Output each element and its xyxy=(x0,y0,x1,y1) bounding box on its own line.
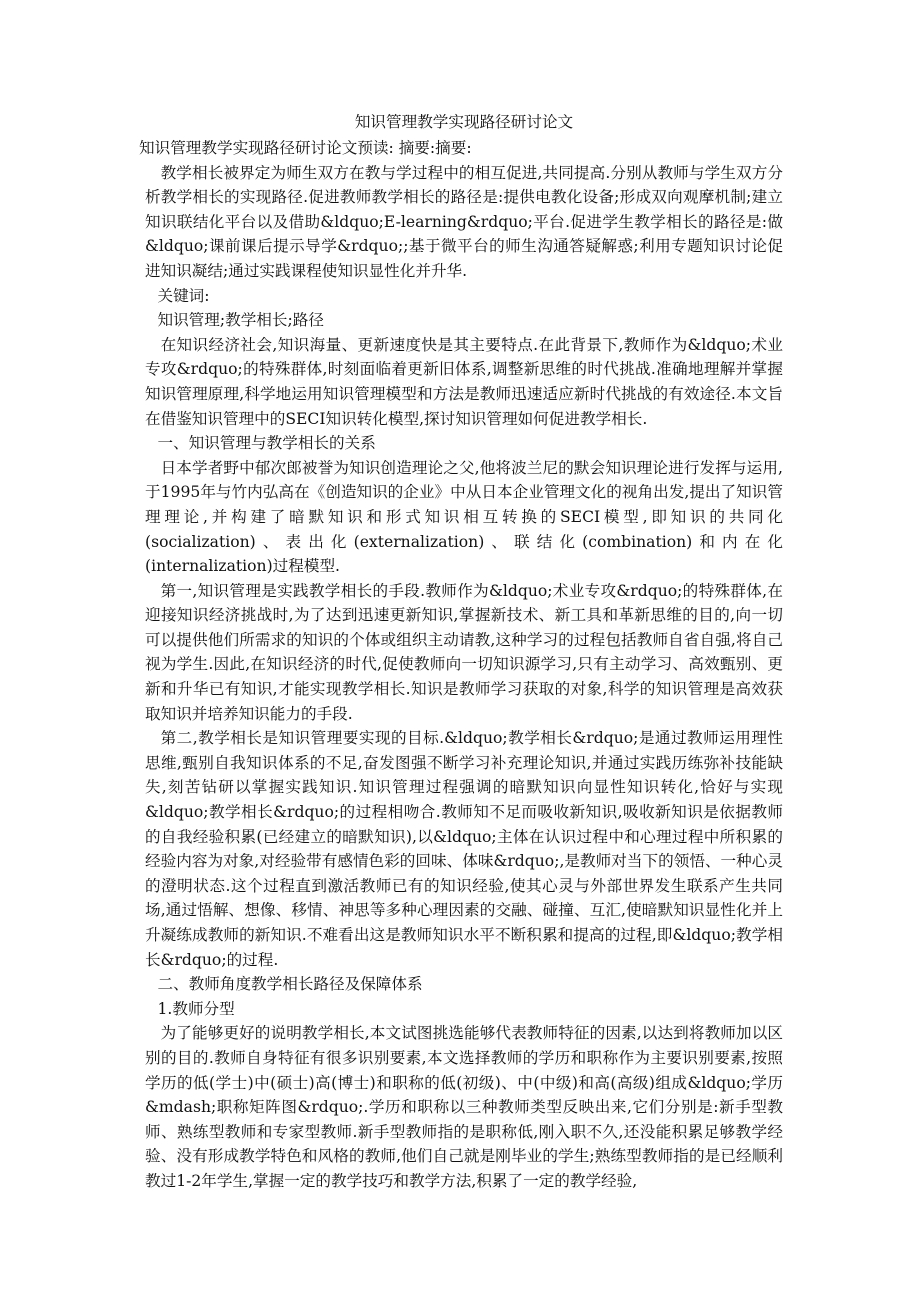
abstract-paragraph: 教学相长被界定为师生双方在教与学过程中的相互促进,共同提高.分别从教师与学生双方分析教学相长的实现路径.促进教师教学相长的路径是:提供电教化设备;形成双向观摩机制;建立知识联结化平台以及借助&ldquo;E-learning&rdquo;平台.促进学生教学相长的路径是:做&ldquo;课前课后提示导学&rdquo;;基于微平台的师生沟通答疑解惑;利用专题知识讨论促进知识凝结;通过实践课程使知识显性化并升华. xyxy=(145,163,783,280)
keywords-text: 知识管理;教学相长;路径 xyxy=(157,311,324,330)
section1-paragraph-1: 日本学者野中郁次郎被誉为知识创造理论之父,他将波兰尼的默会知识理论进行发挥与运用,于1995年与竹内弘高在《创造知识的企业》中从日本企业管理文化的视角出发,提出了知识管理理论,并构建了暗默知识和形式知识相互转换的SECI模型,即知识的共同化(socialization)、表出化(externalization)、联结化(combination)和内在化(internalization)过程模型. xyxy=(145,458,783,576)
keywords-label: 关键词: xyxy=(157,286,210,305)
intro-paragraph: 在知识经济社会,知识海量、更新速度快是其主要特点.在此背景下,教师作为&ldquo;术业专攻&rdquo;的特殊群体,时刻面临着更新旧体系,调整新思维的时代挑战.准确地理解并掌握知识管理原理,科学地运用知识管理模型和方法是教师迅速适应新时代挑战的有效途径.本文旨在借鉴知识管理中的SECI知识转化模型,探讨知识管理如何促进教学相长. xyxy=(145,335,783,428)
document-lead: 知识管理教学实现路径研讨论文预读: 摘要:摘要: xyxy=(139,139,472,157)
section1-paragraph-2: 第一,知识管理是实践教学相长的手段.教师作为&ldquo;术业专攻&rdquo;的特殊群体,在迎接知识经济挑战时,为了达到迅速更新知识,掌握新技术、新工具和革新思维的目的,向一切可以提供他们所需求的知识的个体或组织主动请教,这种学习的过程包括教师自省自强,将自己视为学生.因此,在知识经济的时代,促使教师向一切知识源学习,只有主动学习、高效甄别、更新和升华已有知识,才能实现教学相长.知识是教师学习获取的对象,科学的知识管理是高效获取知识并培养知识能力的手段. xyxy=(145,581,783,723)
document-title: 知识管理教学实现路径研讨论文 xyxy=(354,113,574,131)
document-page xyxy=(139,110,783,1194)
section1-heading: 一、知识管理与教学相长的关系 xyxy=(157,434,376,453)
section2-paragraph-1: 为了能够更好的说明教学相长,本文试图挑选能够代表教师特征的因素,以达到将教师加以区别的目的.教师自身特征有很多识别要素,本文选择教师的学历和职称作为主要识别要素,按照学历的低(学士)中(硕士)高(博士)和职称的低(初级)、中(中级)和高(高级)组成&ldquo;学历&mdash;职称矩阵图&rdquo;.学历和职称以三种教师类型反映出来,它们分别是:新手型教师、熟练型教师和专家型教师.新手型教师指的是职称低,刚入职不久,还没能积累足够教学经验、没有形成教学特色和风格的教师,他们自己就是刚毕业的学生;熟练型教师指的是已经顺利教过1-2年学生,掌握一定的教学技巧和教学方法,积累了一定的教学经验, xyxy=(145,1024,783,1190)
section2-subheading: 1.教师分型 xyxy=(157,999,235,1018)
section1-paragraph-3: 第二,教学相长是知识管理要实现的目标.&ldquo;教学相长&rdquo;是通过教师运用理性思维,甄别自我知识体系的不足,奋发图强不断学习补充理论知识,并通过实践历练弥补技能缺失,刻苦钻研以掌握实践知识.知识管理过程强调的暗默知识向显性知识转化,恰好与实现&ldquo;教学相长&rdquo;的过程相吻合.教师知不足而吸收新知识,吸收新知识是依据教师的自我经验积累(已经建立的暗默知识),以&ldquo;主体在认识过程中和心理过程中所积累的经验内容为对象,对经验带有感情色彩的回味、体味&rdquo;,是教师对当下的领悟、一种心灵的澄明状态.这个过程直到激活教师已有的知识经验,使其心灵与外部世界发生联系产生共同场,通过悟解、想像、移情、神思等多种心理因素的交融、碰撞、互汇,使暗默知识显性化并上升凝练成教师的新知识.不难看出这是教师知识水平不断积累和提高的过程,即&ldquo;教学相长&rdquo;的过程. xyxy=(145,729,783,969)
section2-heading: 二、教师角度教学相长路径及保障体系 xyxy=(157,975,423,994)
